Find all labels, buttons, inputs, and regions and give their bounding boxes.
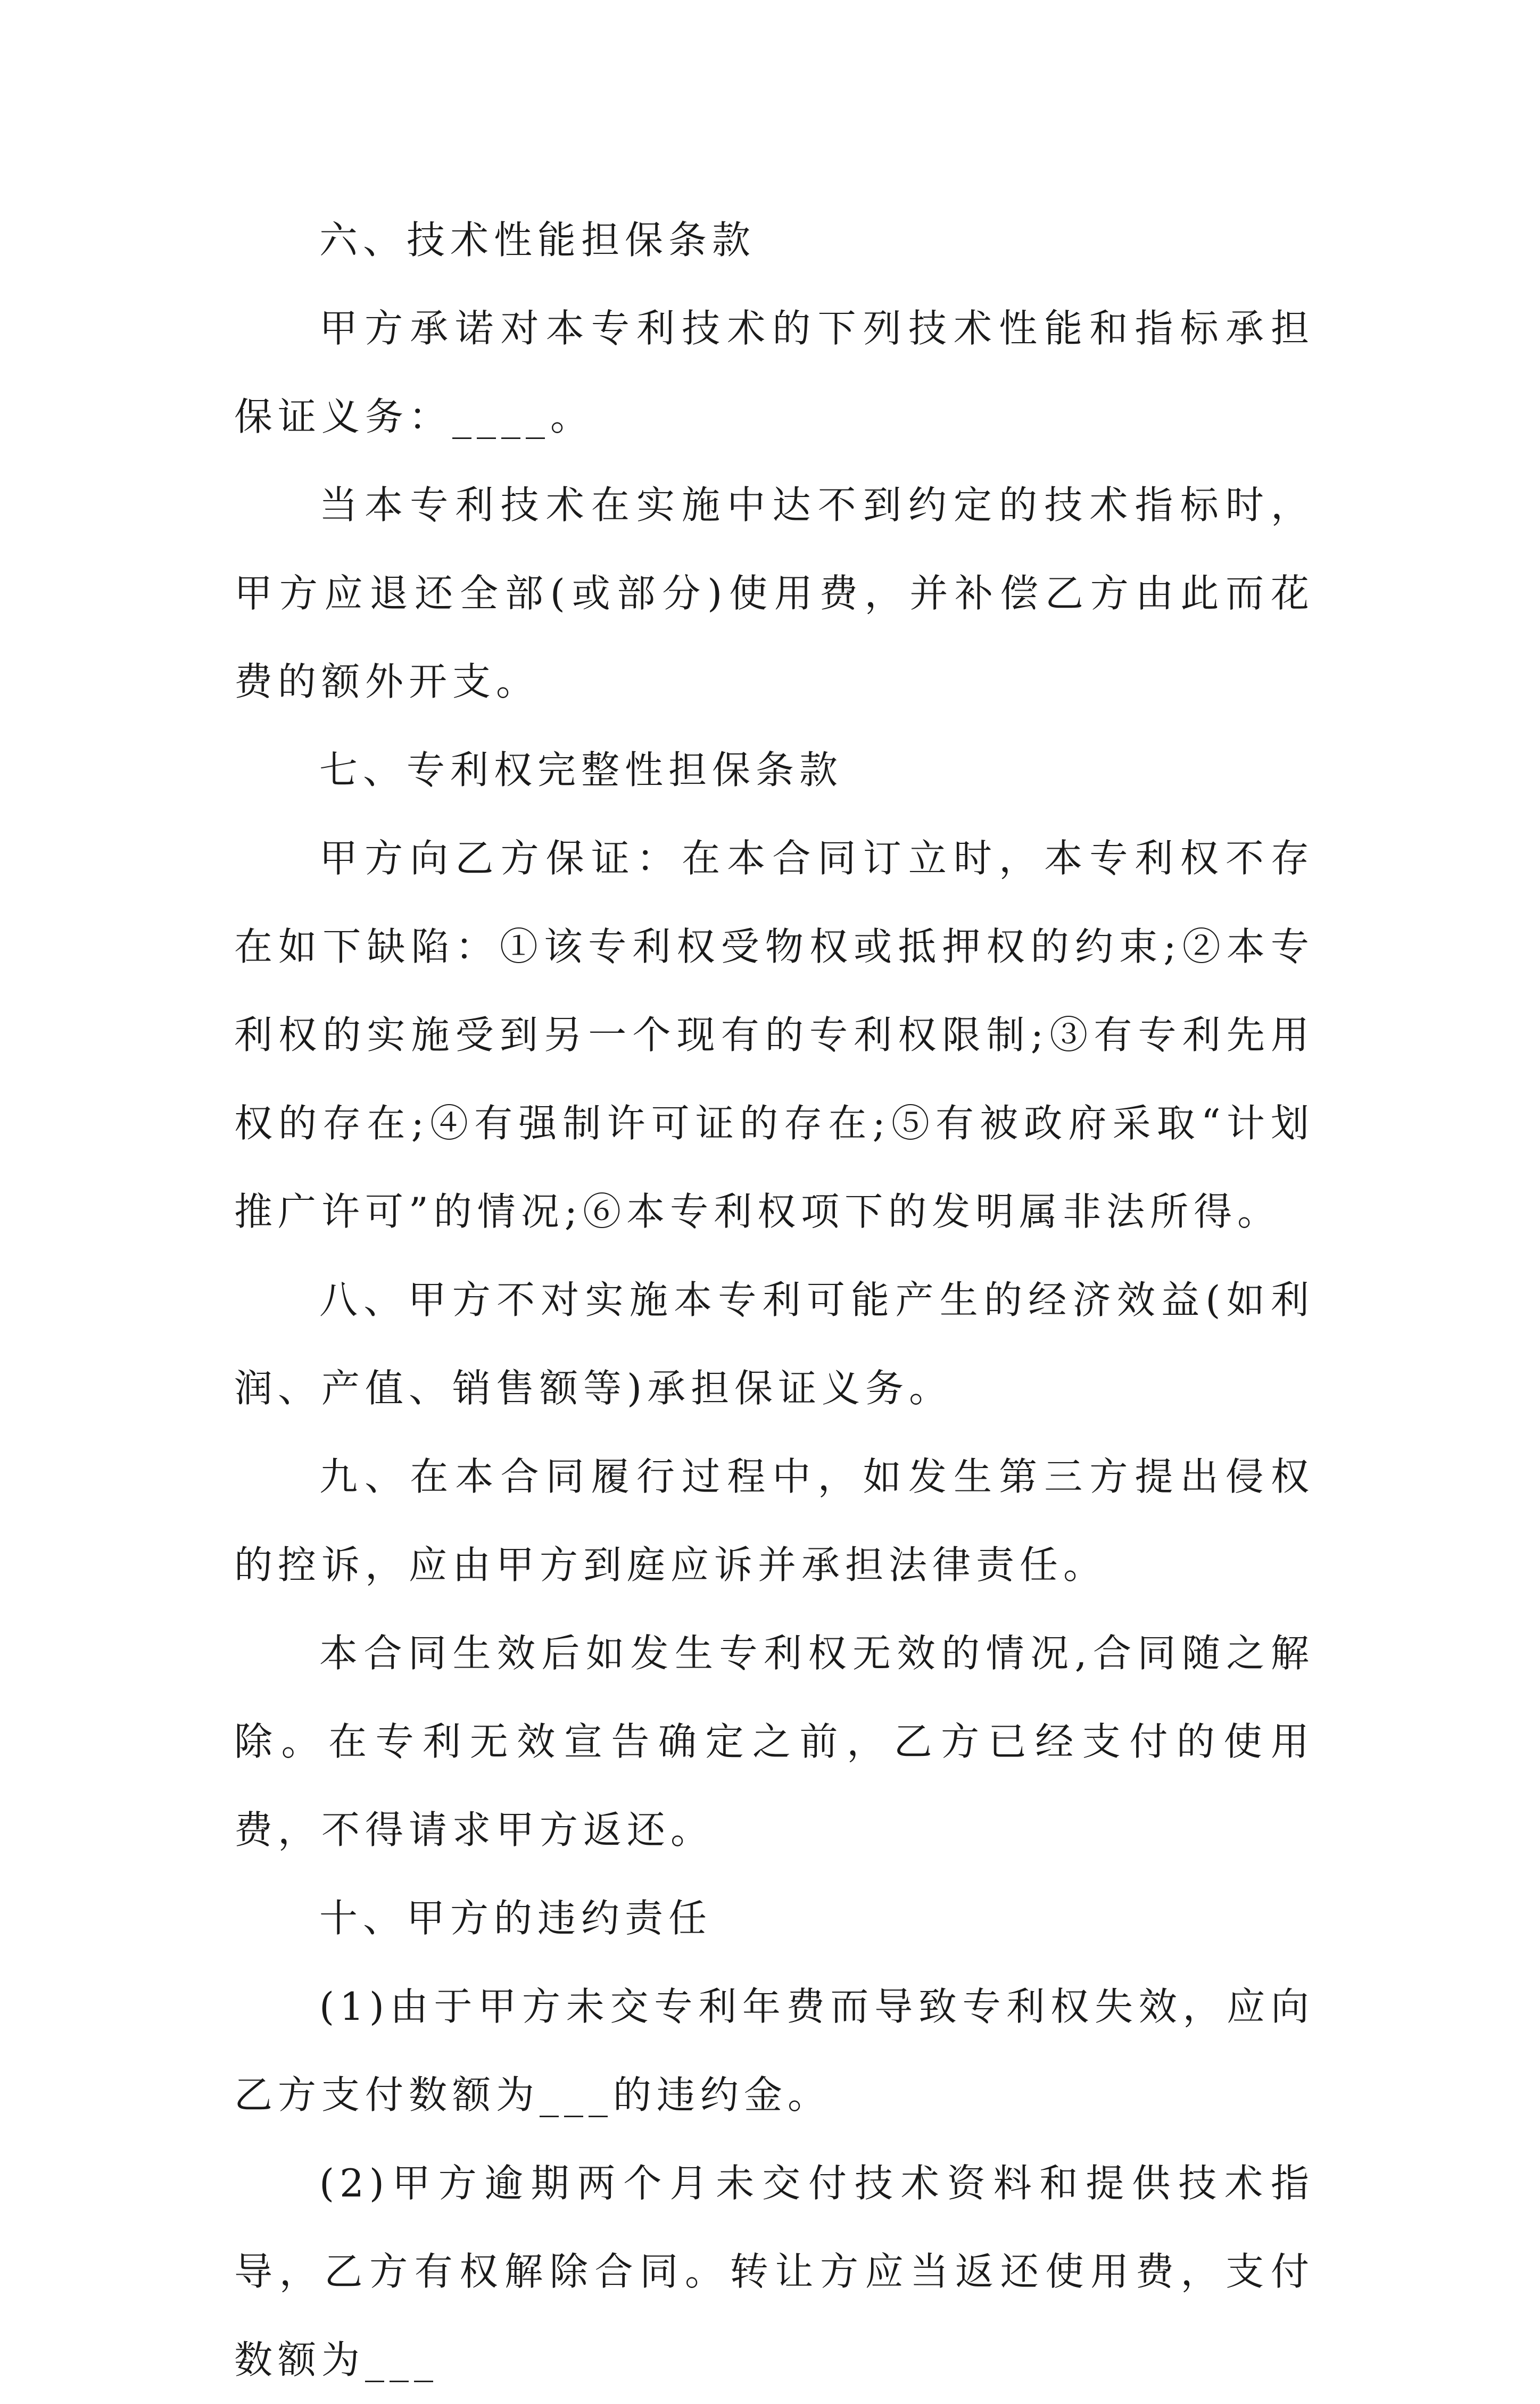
paragraph: 当本专利技术在实施中达不到约定的技术指标时，甲方应退还全部(或部分)使用费，并补偿乙方由此而花费的额外开支。 — [234, 483, 1314, 704]
list-item: (2)甲方逾期两个月未交付技术资料和提供技术指导，乙方有权解除合同。转让方应当返还使用费，支付数额为___ — [234, 2161, 1314, 2382]
section-heading-10: 十、甲方的违约责任 — [319, 1896, 713, 1941]
section-heading-8: 八、甲方不对实施本专利可能产生的经济效益(如利润、产值、销售额等)承担保证义务。 — [234, 1278, 1314, 1411]
section-heading-7: 七、专利权完整性担保条款 — [319, 748, 843, 792]
section-heading-6: 六、技术性能担保条款 — [319, 218, 756, 262]
section-heading-9: 九、在本合同履行过程中，如发生第三方提出侵权的控诉，应由甲方到庭应诉并承担法律责任。 — [234, 1454, 1314, 1587]
paragraph: 本合同生效后如发生专利权无效的情况,合同随之解除。在专利无效宣告确定之前，乙方已经支付的使用费，不得请求甲方返还。 — [234, 1631, 1314, 1852]
paragraph: 甲方向乙方保证：在本合同订立时，本专利权不存在如下缺陷：①该专利权受物权或抵押权的约束;②本专利权的实施受到另一个现有的专利权限制;③有专利先用权的存在;④有强制许可证的存在;⑤有被政府采取“计划推广许可”的情况;⑥本专利权项下的发明属非法所得。 — [234, 836, 1314, 1234]
list-item: (1)由于甲方未交专利年费而导致专利权失效，应向乙方支付数额为___的违约金。 — [234, 1984, 1314, 2117]
paragraph: 甲方承诺对本专利技术的下列技术性能和指标承担保证义务：____。 — [234, 306, 1314, 439]
document-body — [234, 196, 1314, 2404]
